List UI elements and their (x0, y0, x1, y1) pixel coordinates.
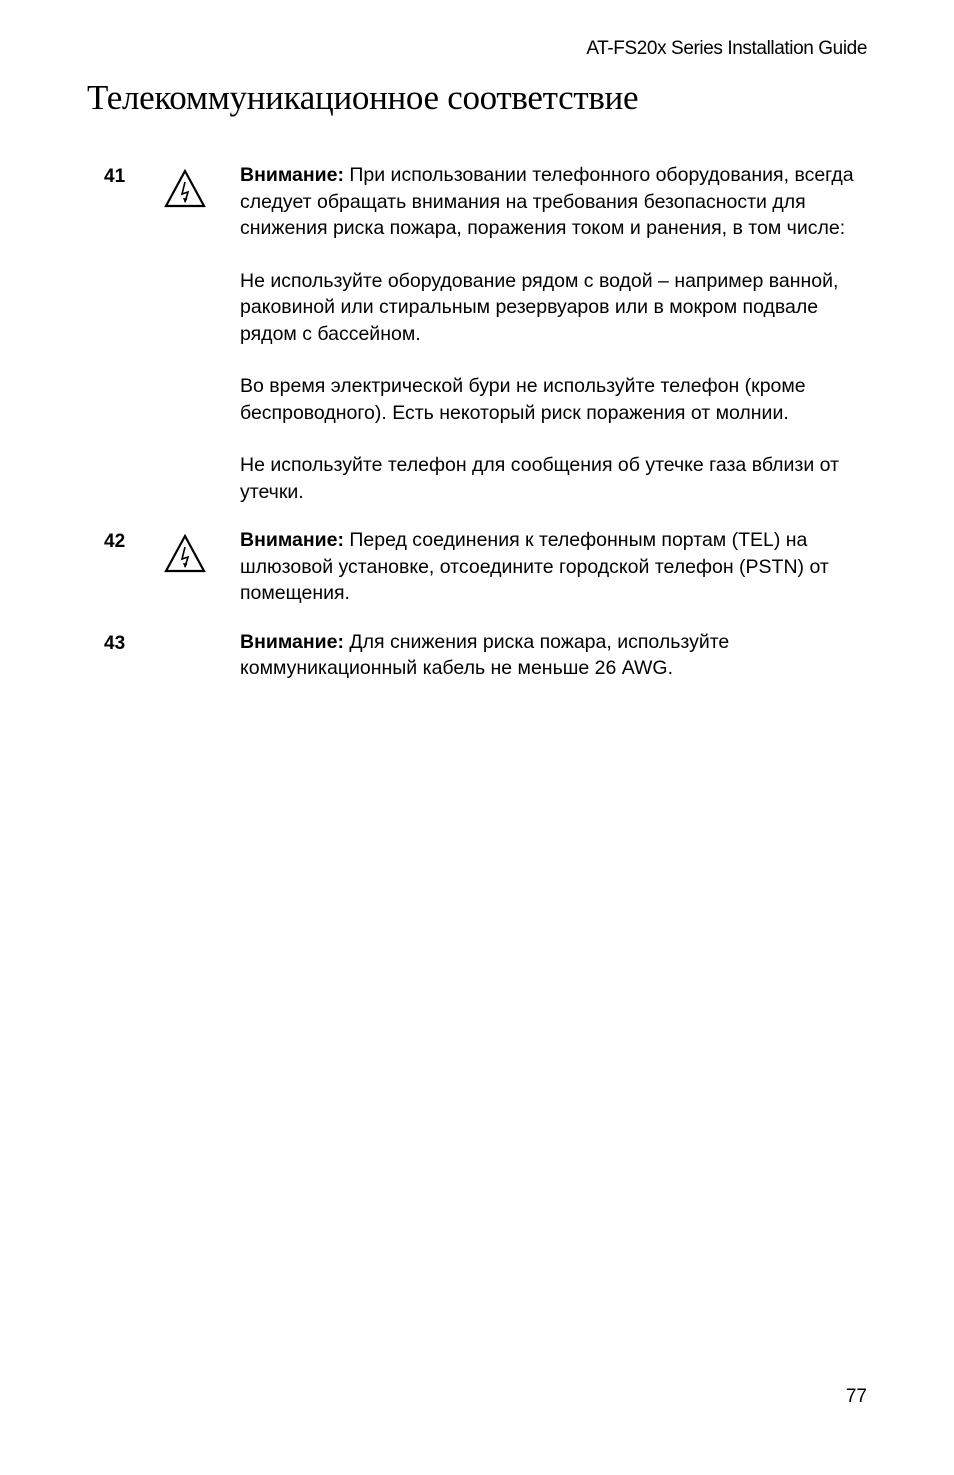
notice-paragraph: Не используйте телефон для сообщения об утечке газа вблизи от утечки. (240, 454, 839, 503)
notice-43 (0, 629, 954, 682)
notice-lead (240, 629, 865, 682)
running-header: AT-FS20x Series Installation Guide (586, 38, 867, 59)
notice-lead-text: Перед соединения к телефонным портам (TEL) на шлюзовой установке, отсоедините городской телефон (PSTN) от помещения. (240, 529, 829, 604)
notice-body (240, 629, 865, 682)
notice-label: Внимание: (240, 164, 344, 186)
notice-number: 41 (104, 166, 126, 187)
notice-lead-text: При использовании телефонного оборудования, всегда следует обращать внимания на требования безопасности для снижения риска пожара, поражения током и ранения, в том числе: (240, 164, 854, 239)
page-number: 77 (845, 1386, 867, 1407)
notice-label: Внимание: (240, 630, 344, 653)
electrical-hazard-icon (163, 168, 207, 210)
notice-label: Внимание: (240, 529, 344, 551)
notice-lead-text: Для снижения риска пожара, используйте коммуникационный кабель не меньше 26 AWG. (240, 630, 730, 679)
notice-number: 42 (104, 531, 126, 552)
notice-number: 43 (104, 632, 126, 654)
notice-paragraph: Не используйте оборудование рядом с водой – например ванной, раковиной или стиральным резервуаров или в мокром подвале рядом с бассейном. (240, 269, 839, 345)
notice-41 (0, 162, 954, 505)
page-title: Телекоммуникационное соответствие (87, 78, 639, 117)
notice-lead (240, 527, 865, 607)
electrical-hazard-icon (163, 533, 207, 575)
notice-list (0, 162, 954, 704)
notice-42 (0, 527, 954, 607)
notice-lead (240, 162, 865, 242)
notice-body (240, 162, 865, 505)
notice-paragraph: Во время электрической бури не используйте телефон (кроме беспроводного). Есть некоторый риск поражения от молнии. (240, 375, 806, 424)
notice-body (240, 527, 865, 607)
